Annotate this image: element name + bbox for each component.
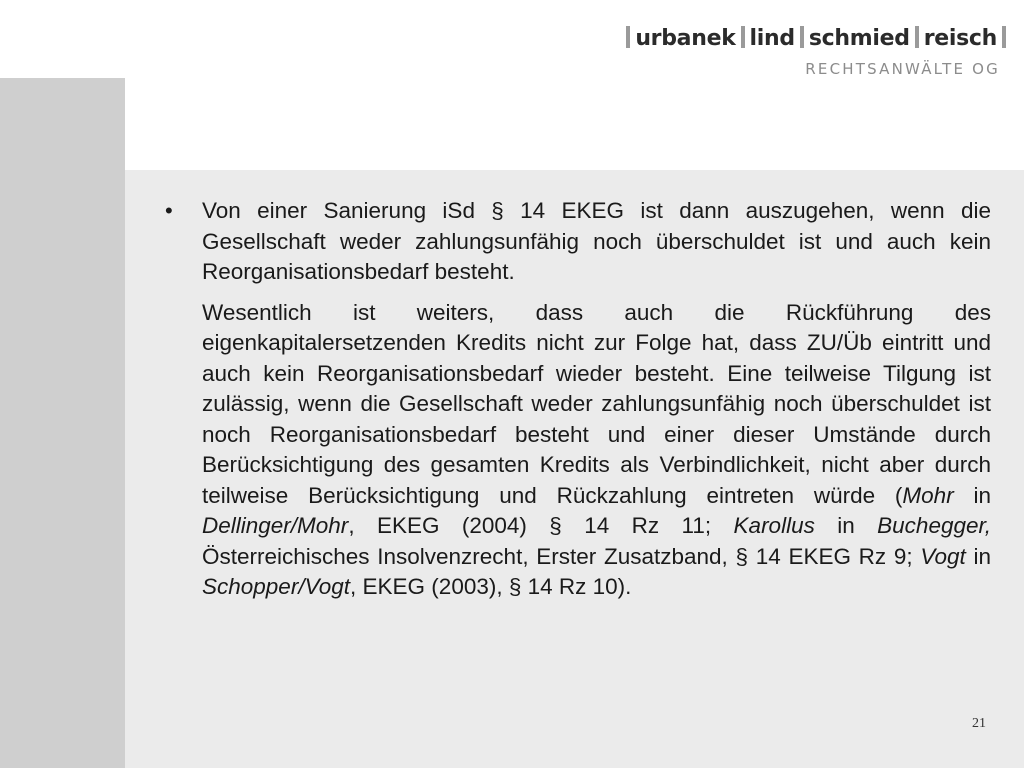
- text-run: in: [953, 482, 992, 508]
- firm-logo: [626, 24, 1006, 78]
- logo-subtitle: RECHTSANWÄLTE OG: [805, 60, 1000, 78]
- text-run: in: [965, 543, 991, 569]
- citation-author: Karollus: [733, 513, 815, 538]
- bullet-marker: •: [165, 198, 173, 223]
- logo-divider: [915, 26, 919, 48]
- logo-names: [626, 24, 1006, 54]
- logo-divider: [1002, 26, 1006, 48]
- text-run: , EKEG (2004) § 14 Rz 11;: [348, 513, 734, 538]
- logo-divider: [800, 26, 804, 48]
- citation-work: Buchegger,: [877, 513, 991, 538]
- logo-name-schmied: schmied: [808, 26, 910, 51]
- citation-work: Schopper/Vogt: [202, 574, 351, 599]
- text-run: Wesentlich ist weiters, dass auch die Rückführung des eigenkapitalersetzenden Kredits nicht zur Folge hat, dass ZU/Üb eintritt und auch kein Reorganisationsbedarf wieder besteht. Eine teilweise Tilgung ist zulässig, wenn die Gesellschaft weder zahlungsunfähig noch überschuldet ist noch Reorganisationsbedarf besteht und einer dieser Umstände durch Berücksichtigung des gesamten Kredits als Verbindlichkeit, nicht aber durch teilweise Berücksichtigung und Rückzahlung eintreten würde (: [202, 299, 991, 508]
- citation-author: Mohr: [902, 482, 954, 508]
- citation-work: Dellinger/Mohr: [202, 513, 349, 538]
- citation-author: Vogt: [920, 543, 966, 569]
- text-run: in: [814, 513, 878, 538]
- text-run: Österreichisches Insolvenzrecht, Erster Zusatzband, § 14 EKEG Rz 9;: [202, 543, 921, 569]
- logo-name-urbanek: urbanek: [635, 26, 736, 51]
- paragraph-detail: [165, 298, 991, 603]
- logo-divider: [626, 26, 630, 48]
- text-run: , EKEG (2003), § 14 Rz 10).: [350, 574, 632, 599]
- bullet-text: Von einer Sanierung iSd § 14 EKEG ist dann auszugehen, wenn die Gesellschaft weder zahlungsunfähig noch überschuldet ist und auch kein Reorganisationsbedarf besteht.: [202, 198, 991, 284]
- body-text: [165, 196, 991, 603]
- left-decorative-bar: [0, 78, 125, 768]
- logo-name-reisch: reisch: [923, 26, 997, 51]
- logo-name-lind: lind: [749, 26, 795, 51]
- page-number: 21: [972, 716, 986, 731]
- bullet-item: [165, 196, 991, 288]
- logo-divider: [741, 26, 745, 48]
